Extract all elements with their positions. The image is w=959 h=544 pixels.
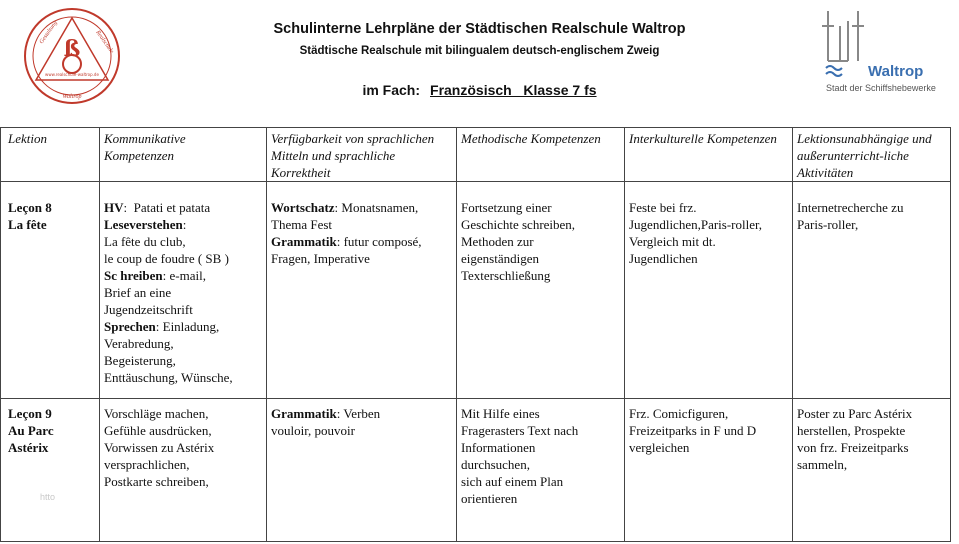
table-cell-line: Geschichte schreiben,: [461, 217, 576, 232]
svg-text:Realschule: Realschule: [94, 29, 115, 55]
lesson-8-kommunikative: [104, 199, 264, 386]
table-cell-line: Informationen: [461, 440, 536, 455]
table-cell-line: Vorschläge machen,: [104, 406, 209, 421]
column-header-methodische: Methodische Kompetenzen: [461, 131, 601, 146]
lesson-8-title: [8, 199, 96, 233]
table-cell-line: Astérix: [8, 440, 49, 455]
svg-text:ß: ß: [63, 36, 81, 62]
column-header-kommunikative: Kommunikative Kompetenzen: [104, 131, 186, 163]
table-cell-line: Frz. Comicfiguren,: [629, 406, 729, 421]
table-cell-line: le coup de foudre ( SB ): [104, 251, 229, 266]
subject-line: [0, 82, 959, 98]
table-cell-line: Internetrecherche zu: [797, 200, 904, 215]
lesson-9-interkulturelle: [629, 405, 791, 456]
column-header-lektion: Lektion: [8, 131, 47, 146]
table-cell-line: durchsuchen,: [461, 457, 530, 472]
document-subtitle: Städtische Realschule mit bilingualem deutsch-englischem Zweig: [299, 45, 660, 57]
table-cell-line: Grammatik: Verben: [271, 406, 381, 421]
table-cell-line: La fête du club,: [104, 234, 186, 249]
table-cell-line: Gefühle ausdrücken,: [104, 423, 212, 438]
column-header-aktivitaeten: Lektionsunabhängige und außerunterricht-liche Aktivitäten: [797, 131, 932, 180]
table-cell-line: vouloir, pouvoir: [271, 423, 355, 438]
column-header-interkulturelle: Interkulturelle Kompetenzen: [629, 131, 777, 146]
table-cell-line: Verabredung,: [104, 336, 174, 351]
lesson-9-title: [8, 405, 96, 456]
table-cell-line: Sprechen: Einladung,: [104, 319, 220, 334]
table-cell-line: eigenständigen: [461, 251, 539, 266]
lesson-9-aktivitaeten: [797, 405, 947, 473]
table-cell-line: versprachlichen,: [104, 457, 190, 472]
table-cell-line: Fragerasters Text nach: [461, 423, 579, 438]
table-cell-line: La fête: [8, 217, 47, 232]
lesson-8-methodische: [461, 199, 621, 284]
subject-label: im Fach:: [362, 82, 421, 98]
table-cell-line: Texterschließung: [461, 268, 551, 283]
table-cell-line: Fragen, Imperative: [271, 251, 370, 266]
waltrop-logo-name: Waltrop: [868, 63, 924, 80]
column-header-verfuegbarkeit: Verfügbarkeit von sprachlichen Mitteln und sprachliche Korrektheit: [271, 131, 435, 180]
svg-text:Gestaltung: Gestaltung: [38, 20, 59, 46]
svg-text:Waltrop: Waltrop: [62, 94, 82, 100]
table-cell-line: Poster zu Parc Astérix: [797, 406, 913, 421]
table-cell-line: Freizeitparks in F und D: [629, 423, 757, 438]
table-cell-line: Leseverstehen:: [104, 217, 187, 232]
table-cell-line: Leçon 8: [8, 200, 52, 215]
table-cell-line: von frz. Freizeitparks: [797, 440, 909, 455]
table-cell-line: Paris-roller,: [797, 217, 859, 232]
lesson-8-verfuegbarkeit: [271, 199, 456, 267]
lesson-9-verfuegbarkeit: [271, 405, 456, 439]
table-cell-line: Wortschatz: Monatsnamen,: [271, 200, 419, 215]
table-cell-line: Methoden zur: [461, 234, 534, 249]
table-cell-line: Sc hreiben: e-mail,: [104, 268, 206, 283]
table-cell-line: Fortsetzung einer: [461, 200, 552, 215]
table-cell-line: Leçon 9: [8, 406, 52, 421]
table-cell-line: Postkarte schreiben,: [104, 474, 209, 489]
table-cell-line: sammeln,: [797, 457, 848, 472]
table-cell-line: Feste bei frz.: [629, 200, 697, 215]
table-cell-line: vergleichen: [629, 440, 690, 455]
lesson-8-aktivitaeten: [797, 199, 947, 233]
table-cell-line: herstellen, Prospekte: [797, 423, 906, 438]
watermark-text: htto: [40, 492, 56, 502]
table-cell-line: Vorwissen zu Astérix: [104, 440, 215, 455]
table-cell-line: Enttäuschung, Wünsche,: [104, 370, 233, 385]
table-cell-line: Jugendlichen: [629, 251, 698, 266]
table-cell-line: orientieren: [461, 491, 518, 506]
table-cell-line: Begeisterung,: [104, 353, 176, 368]
table-cell-line: Brief an eine: [104, 285, 172, 300]
table-cell-line: Vergleich mit dt.: [629, 234, 716, 249]
table-cell-line: Grammatik: futur composé,: [271, 234, 422, 249]
subject-value: Französisch Klasse 7 fs: [430, 82, 597, 98]
svg-text:www.realschule-waltrop.de: www.realschule-waltrop.de: [45, 72, 99, 77]
lesson-9-methodische: [461, 405, 621, 507]
table-cell-line: Au Parc: [8, 423, 54, 438]
document-header: [0, 0, 959, 125]
table-cell-line: Jugendlichen,Paris-roller,: [629, 217, 763, 232]
table-cell-line: Mit Hilfe eines: [461, 406, 540, 421]
document-title: Schulinterne Lehrpläne der Städtischen Realschule Waltrop: [273, 21, 686, 37]
table-cell-line: HV: Patati et patata: [104, 200, 211, 215]
table-cell-line: sich auf einem Plan: [461, 474, 564, 489]
table-cell-line: Jugendzeitschrift: [104, 302, 193, 317]
table-cell-line: Thema Fest: [271, 217, 333, 232]
lesson-8-interkulturelle: [629, 199, 791, 267]
waltrop-logo-tagline: Stadt der Schiffshebewerke: [826, 83, 936, 93]
lesson-9-kommunikative: [104, 405, 264, 490]
